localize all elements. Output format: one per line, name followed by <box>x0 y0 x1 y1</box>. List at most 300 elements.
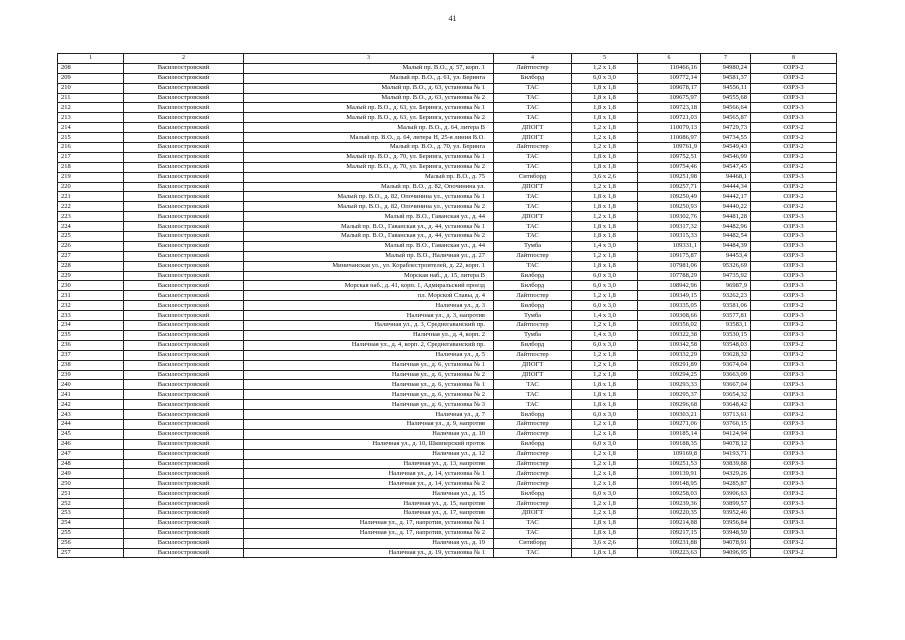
size-cell: 1,4 x 3,0 <box>572 241 638 251</box>
structure-type-cell: Ситиборд <box>494 172 572 182</box>
table-row <box>58 143 837 153</box>
row-number: 227 <box>58 251 124 261</box>
table-row <box>58 192 837 202</box>
address-cell: Малый пр. В.О., Гаванская ул., д. 44, установка № 1 <box>244 222 494 232</box>
column-header: 1 <box>58 54 124 64</box>
zone-cell: ОЗРЗ-3 <box>751 370 837 380</box>
row-number: 208 <box>58 63 124 73</box>
district-cell: Василеостровский <box>124 261 244 271</box>
y-coordinate-cell: 93663,09 <box>701 370 751 380</box>
x-coordinate-cell: 109169,8 <box>638 449 701 459</box>
size-cell: 1,8 x 1,8 <box>572 103 638 113</box>
row-number: 215 <box>58 133 124 143</box>
row-number: 243 <box>58 410 124 420</box>
zone-cell: ОЗРЗ-2 <box>751 410 837 420</box>
x-coordinate-cell: 109175,87 <box>638 251 701 261</box>
structure-type-cell: ТАС <box>494 518 572 528</box>
zone-cell: ОЗРЗ-3 <box>751 518 837 528</box>
structure-type-cell: Билборд <box>494 73 572 83</box>
address-cell: Малый пр. В.О., д. 82, Опочинина ул., установка № 2 <box>244 202 494 212</box>
size-cell: 1,2 x 1,8 <box>572 182 638 192</box>
structure-type-cell: Лайтпостер <box>494 143 572 153</box>
zone-cell: ОЗРЗ-3 <box>751 222 837 232</box>
row-number: 240 <box>58 380 124 390</box>
zone-cell: ОЗРЗ-3 <box>751 459 837 469</box>
zone-cell: ОЗРЗ-3 <box>751 281 837 291</box>
table-row <box>58 162 837 172</box>
zone-cell: ОЗРЗ-3 <box>751 241 837 251</box>
y-coordinate-cell: 94565,87 <box>701 113 751 123</box>
y-coordinate-cell: 94566,64 <box>701 103 751 113</box>
zone-cell: ОЗРЗ-2 <box>751 321 837 331</box>
zone-cell: ОЗРЗ-2 <box>751 301 837 311</box>
size-cell: 1,2 x 1,8 <box>572 469 638 479</box>
y-coordinate-cell: 94453,4 <box>701 251 751 261</box>
column-header: 4 <box>494 54 572 64</box>
structure-type-cell: Лайтпостер <box>494 291 572 301</box>
table-row <box>58 499 837 509</box>
structure-type-cell: Лайтпостер <box>494 429 572 439</box>
size-cell: 1,2 x 1,8 <box>572 212 638 222</box>
size-cell: 1,2 x 1,8 <box>572 419 638 429</box>
zone-cell: ОЗРЗ-3 <box>751 113 837 123</box>
size-cell: 1,8 x 1,8 <box>572 83 638 93</box>
zone-cell: ОЗРЗ-2 <box>751 202 837 212</box>
district-cell: Василеостровский <box>124 212 244 222</box>
address-cell: Наличная ул., д. 10 <box>244 429 494 439</box>
x-coordinate-cell: 109293,33 <box>638 380 701 390</box>
size-cell: 1,2 x 1,8 <box>572 251 638 261</box>
y-coordinate-cell: 94096,95 <box>701 548 751 558</box>
row-number: 235 <box>58 330 124 340</box>
address-cell: Наличная ул., д. 6, установка № 2 <box>244 370 494 380</box>
address-cell: Малый пр. В.О., Гаванская ул., д. 44, установка № 2 <box>244 232 494 242</box>
structure-type-cell: ТАС <box>494 103 572 113</box>
x-coordinate-cell: 109322,38 <box>638 330 701 340</box>
x-coordinate-cell: 109335,05 <box>638 301 701 311</box>
row-number: 250 <box>58 479 124 489</box>
table-row <box>58 528 837 538</box>
row-number: 254 <box>58 518 124 528</box>
table-row <box>58 429 837 439</box>
address-cell: Малый пр. В.О., Гаванская ул., д. 44 <box>244 212 494 222</box>
address-cell: Малый пр. В.О., д. 63, установка № 1 <box>244 83 494 93</box>
structure-type-cell: ТАС <box>494 400 572 410</box>
district-cell: Василеостровский <box>124 321 244 331</box>
district-cell: Василеостровский <box>124 370 244 380</box>
row-number: 228 <box>58 261 124 271</box>
structure-type-cell: Тумба <box>494 330 572 340</box>
address-cell: Наличная ул., д. 6, установка № 1 <box>244 360 494 370</box>
district-cell: Василеостровский <box>124 133 244 143</box>
table-row <box>58 271 837 281</box>
zone-cell: ОЗРЗ-2 <box>751 548 837 558</box>
table-row <box>58 301 837 311</box>
x-coordinate-cell: 110079,13 <box>638 123 701 133</box>
table-row <box>58 93 837 103</box>
zone-cell: ОЗРЗ-2 <box>751 133 837 143</box>
zone-cell: ОЗРЗ-3 <box>751 499 837 509</box>
district-cell: Василеостровский <box>124 410 244 420</box>
structure-type-cell: ТАС <box>494 222 572 232</box>
y-coordinate-cell: 95326,69 <box>701 261 751 271</box>
column-header: 6 <box>638 54 701 64</box>
structure-type-cell: Билборд <box>494 489 572 499</box>
zone-cell: ОЗРЗ-2 <box>751 350 837 360</box>
y-coordinate-cell: 94329,26 <box>701 469 751 479</box>
zone-cell: ОЗРЗ-2 <box>751 63 837 73</box>
x-coordinate-cell: 110086,97 <box>638 133 701 143</box>
zone-cell: ОЗРЗ-2 <box>751 538 837 548</box>
y-coordinate-cell: 93654,32 <box>701 390 751 400</box>
size-cell: 1,2 x 1,8 <box>572 479 638 489</box>
table-row <box>58 508 837 518</box>
district-cell: Василеостровский <box>124 449 244 459</box>
structure-type-cell: ДПОГТ <box>494 360 572 370</box>
size-cell: 1,2 x 1,8 <box>572 63 638 73</box>
address-cell: Наличная ул., д. 17, напротив <box>244 508 494 518</box>
column-header: 8 <box>751 54 837 64</box>
district-cell: Василеостровский <box>124 311 244 321</box>
y-coordinate-cell: 93648,42 <box>701 400 751 410</box>
row-number: 256 <box>58 538 124 548</box>
size-cell: 6,0 x 3,0 <box>572 340 638 350</box>
address-cell: Малый пр. В.О., д. 70, ул. Беринга, установка № 1 <box>244 152 494 162</box>
address-cell: Малый пр. В.О., д. 75 <box>244 172 494 182</box>
address-cell: Наличная ул., д. 17, напротив, установка № 1 <box>244 518 494 528</box>
district-cell: Василеостровский <box>124 538 244 548</box>
structure-type-cell: ТАС <box>494 390 572 400</box>
row-number: 219 <box>58 172 124 182</box>
zone-cell: ОЗРЗ-3 <box>751 103 837 113</box>
row-number: 213 <box>58 113 124 123</box>
row-number: 247 <box>58 449 124 459</box>
row-number: 224 <box>58 222 124 232</box>
size-cell: 6,0 x 3,0 <box>572 489 638 499</box>
address-cell: Малый пр. В.О., д. 63, установка № 2 <box>244 93 494 103</box>
x-coordinate-cell: 109754,46 <box>638 162 701 172</box>
row-number: 248 <box>58 459 124 469</box>
district-cell: Василеостровский <box>124 182 244 192</box>
table-row <box>58 548 837 558</box>
row-number: 238 <box>58 360 124 370</box>
structure-type-cell: ДПОГТ <box>494 212 572 222</box>
size-cell: 6,0 x 3,0 <box>572 281 638 291</box>
size-cell: 1,8 x 1,8 <box>572 261 638 271</box>
structure-type-cell: Лайтпостер <box>494 459 572 469</box>
district-cell: Василеостровский <box>124 528 244 538</box>
x-coordinate-cell: 109317,32 <box>638 222 701 232</box>
y-coordinate-cell: 93906,63 <box>701 489 751 499</box>
row-number: 251 <box>58 489 124 499</box>
row-number: 212 <box>58 103 124 113</box>
zone-cell: ОЗРЗ-3 <box>751 172 837 182</box>
table-row <box>58 152 837 162</box>
zone-cell: ОЗРЗ-3 <box>751 390 837 400</box>
x-coordinate-cell: 109356,02 <box>638 321 701 331</box>
table-row <box>58 123 837 133</box>
y-coordinate-cell: 93548,03 <box>701 340 751 350</box>
size-cell: 1,2 x 1,8 <box>572 499 638 509</box>
zone-cell: ОЗРЗ-3 <box>751 311 837 321</box>
x-coordinate-cell: 109217,15 <box>638 528 701 538</box>
x-coordinate-cell: 109296,68 <box>638 400 701 410</box>
structure-type-cell: ТАС <box>494 380 572 390</box>
structure-type-cell: ТАС <box>494 113 572 123</box>
zone-cell: ОЗРЗ-3 <box>751 360 837 370</box>
address-cell: Морская наб., д. 41, корп. 1, Адмиральский проезд <box>244 281 494 291</box>
x-coordinate-cell: 109721,03 <box>638 113 701 123</box>
address-cell: пл. Морской Славы, д. 4 <box>244 291 494 301</box>
address-cell: Малый пр. В.О., д. 57, корп. 1 <box>244 63 494 73</box>
structure-type-cell: Тумба <box>494 241 572 251</box>
address-cell: Малый пр. В.О., д. 63, ул. Беринга, установка № 1 <box>244 103 494 113</box>
structure-type-cell: Билборд <box>494 439 572 449</box>
address-cell: Наличная ул., д. 12 <box>244 449 494 459</box>
row-number: 236 <box>58 340 124 350</box>
y-coordinate-cell: 94547,45 <box>701 162 751 172</box>
address-cell: Наличная ул., д. 14, установка № 2 <box>244 479 494 489</box>
structure-type-cell: ТАС <box>494 83 572 93</box>
row-number: 257 <box>58 548 124 558</box>
district-cell: Василеостровский <box>124 192 244 202</box>
district-cell: Василеостровский <box>124 281 244 291</box>
row-number: 217 <box>58 152 124 162</box>
x-coordinate-cell: 110466,16 <box>638 63 701 73</box>
district-cell: Василеостровский <box>124 419 244 429</box>
table-header-row <box>58 54 837 64</box>
table-row <box>58 340 837 350</box>
zone-cell: ОЗРЗ-3 <box>751 291 837 301</box>
size-cell: 1,4 x 3,0 <box>572 311 638 321</box>
size-cell: 3,6 x 2,6 <box>572 172 638 182</box>
table-row <box>58 410 837 420</box>
table-row <box>58 419 837 429</box>
address-cell: Малый пр. В.О., д. 63, ул. Беринга, установка № 2 <box>244 113 494 123</box>
y-coordinate-cell: 93628,32 <box>701 350 751 360</box>
zone-cell: ОЗРЗ-2 <box>751 73 837 83</box>
structure-type-cell: ТАС <box>494 152 572 162</box>
zone-cell: ОЗРЗ-3 <box>751 93 837 103</box>
table-row <box>58 449 837 459</box>
table-row <box>58 182 837 192</box>
row-number: 221 <box>58 192 124 202</box>
size-cell: 1,2 x 1,8 <box>572 429 638 439</box>
size-cell: 1,8 x 1,8 <box>572 232 638 242</box>
x-coordinate-cell: 109308,66 <box>638 311 701 321</box>
address-cell: Наличная ул., д. 3, Среднегаванский пр. <box>244 321 494 331</box>
size-cell: 1,8 x 1,8 <box>572 518 638 528</box>
column-header: 3 <box>244 54 494 64</box>
zone-cell: ОЗРЗ-3 <box>751 232 837 242</box>
size-cell: 1,2 x 1,8 <box>572 370 638 380</box>
y-coordinate-cell: 94549,43 <box>701 143 751 153</box>
size-cell: 3,6 x 2,6 <box>572 538 638 548</box>
y-coordinate-cell: 94440,22 <box>701 202 751 212</box>
zone-cell: ОЗРЗ-3 <box>751 380 837 390</box>
district-cell: Василеостровский <box>124 340 244 350</box>
size-cell: 1,2 x 1,8 <box>572 123 638 133</box>
district-cell: Василеостровский <box>124 301 244 311</box>
zone-cell: ОЗРЗ-3 <box>751 330 837 340</box>
size-cell: 1,8 x 1,8 <box>572 400 638 410</box>
x-coordinate-cell: 109291,89 <box>638 360 701 370</box>
x-coordinate-cell: 109257,71 <box>638 182 701 192</box>
x-coordinate-cell: 109231,88 <box>638 538 701 548</box>
district-cell: Василеостровский <box>124 360 244 370</box>
row-number: 222 <box>58 202 124 212</box>
address-cell: Наличная ул., д. 13, напротив <box>244 459 494 469</box>
structure-type-cell: ТАС <box>494 528 572 538</box>
district-cell: Василеостровский <box>124 439 244 449</box>
district-cell: Василеостровский <box>124 202 244 212</box>
row-number: 233 <box>58 311 124 321</box>
x-coordinate-cell: 109251,53 <box>638 459 701 469</box>
row-number: 237 <box>58 350 124 360</box>
structure-type-cell: ТАС <box>494 548 572 558</box>
address-cell: Малый пр. В.О., д. 70, ул. Беринга, установка № 2 <box>244 162 494 172</box>
row-number: 232 <box>58 301 124 311</box>
structure-type-cell: ТАС <box>494 261 572 271</box>
address-cell: Малый пр. В.О., д. 82, Опочинина ул., установка № 1 <box>244 192 494 202</box>
x-coordinate-cell: 109251,98 <box>638 172 701 182</box>
address-cell: Наличная ул., д. 6, установка № 2 <box>244 390 494 400</box>
structure-type-cell: Тумба <box>494 311 572 321</box>
district-cell: Василеостровский <box>124 93 244 103</box>
address-cell: Морская наб., д. 15, литера В <box>244 271 494 281</box>
y-coordinate-cell: 94484,39 <box>701 241 751 251</box>
address-cell: Наличная ул., д. 9, напротив <box>244 419 494 429</box>
address-cell: Наличная ул., д. 17, напротив, установка № 2 <box>244 528 494 538</box>
column-header: 2 <box>124 54 244 64</box>
address-cell: Наличная ул., д. 3 <box>244 301 494 311</box>
x-coordinate-cell: 109315,33 <box>638 232 701 242</box>
zone-cell: ОЗРЗ-3 <box>751 508 837 518</box>
row-number: 234 <box>58 321 124 331</box>
size-cell: 1,8 x 1,8 <box>572 528 638 538</box>
y-coordinate-cell: 94546,99 <box>701 152 751 162</box>
structure-type-cell: ДПОГТ <box>494 508 572 518</box>
y-coordinate-cell: 94444,34 <box>701 182 751 192</box>
size-cell: 1,8 x 1,8 <box>572 548 638 558</box>
district-cell: Василеостровский <box>124 330 244 340</box>
x-coordinate-cell: 109678,17 <box>638 83 701 93</box>
y-coordinate-cell: 94078,91 <box>701 538 751 548</box>
zone-cell: ОЗРЗ-2 <box>751 123 837 133</box>
x-coordinate-cell: 109220,35 <box>638 508 701 518</box>
zone-cell: ОЗРЗ-2 <box>751 162 837 172</box>
size-cell: 1,8 x 1,8 <box>572 222 638 232</box>
table-row <box>58 222 837 232</box>
address-cell: Наличная ул., д. 19 <box>244 538 494 548</box>
row-number: 218 <box>58 162 124 172</box>
address-cell: Малый пр. В.О., Наличная ул., д. 27 <box>244 251 494 261</box>
address-cell: Малый пр. В.О., д. 61, ул. Беринга <box>244 73 494 83</box>
x-coordinate-cell: 109258,03 <box>638 489 701 499</box>
district-cell: Василеостровский <box>124 123 244 133</box>
address-cell: Наличная ул., д. 10, Шкиперский проток <box>244 439 494 449</box>
size-cell: 1,8 x 1,8 <box>572 152 638 162</box>
district-cell: Василеостровский <box>124 350 244 360</box>
table-row <box>58 400 837 410</box>
size-cell: 6,0 x 3,0 <box>572 73 638 83</box>
row-number: 231 <box>58 291 124 301</box>
table-row <box>58 390 837 400</box>
x-coordinate-cell: 109772,14 <box>638 73 701 83</box>
row-number: 242 <box>58 400 124 410</box>
size-cell: 1,2 x 1,8 <box>572 291 638 301</box>
row-number: 210 <box>58 83 124 93</box>
district-cell: Василеостровский <box>124 63 244 73</box>
y-coordinate-cell: 94482,96 <box>701 222 751 232</box>
district-cell: Василеостровский <box>124 291 244 301</box>
structure-type-cell: Билборд <box>494 410 572 420</box>
structure-type-cell: ТАС <box>494 202 572 212</box>
table-row <box>58 251 837 261</box>
district-cell: Василеостровский <box>124 73 244 83</box>
district-cell: Василеостровский <box>124 479 244 489</box>
x-coordinate-cell: 109239,36 <box>638 499 701 509</box>
zone-cell: ОЗРЗ-3 <box>751 439 837 449</box>
district-cell: Василеостровский <box>124 162 244 172</box>
row-number: 230 <box>58 281 124 291</box>
x-coordinate-cell: 107981,06 <box>638 261 701 271</box>
zone-cell: ОЗРЗ-3 <box>751 212 837 222</box>
size-cell: 1,8 x 1,8 <box>572 162 638 172</box>
size-cell: 1,2 x 1,8 <box>572 449 638 459</box>
zone-cell: ОЗРЗ-3 <box>751 271 837 281</box>
address-cell: Малый пр. В.О., д. 64, литера В <box>244 123 494 133</box>
y-coordinate-cell: 93674,04 <box>701 360 751 370</box>
zone-cell: ОЗРЗ-3 <box>751 419 837 429</box>
zone-cell: ОЗРЗ-2 <box>751 192 837 202</box>
size-cell: 6,0 x 3,0 <box>572 410 638 420</box>
table-row <box>58 459 837 469</box>
district-cell: Василеостровский <box>124 232 244 242</box>
size-cell: 1,2 x 1,8 <box>572 459 638 469</box>
structure-type-cell: ДПОГТ <box>494 182 572 192</box>
y-coordinate-cell: 94078,12 <box>701 439 751 449</box>
x-coordinate-cell: 109271,06 <box>638 419 701 429</box>
table-row <box>58 291 837 301</box>
row-number: 255 <box>58 528 124 538</box>
column-header: 7 <box>701 54 751 64</box>
structure-type-cell: Билборд <box>494 281 572 291</box>
y-coordinate-cell: 94734,55 <box>701 133 751 143</box>
structure-type-cell: Лайтпостер <box>494 63 572 73</box>
y-coordinate-cell: 94481,28 <box>701 212 751 222</box>
address-cell: Наличная ул., д. 5 <box>244 350 494 360</box>
district-cell: Василеостровский <box>124 152 244 162</box>
structure-type-cell: Билборд <box>494 340 572 350</box>
size-cell: 1,8 x 1,8 <box>572 202 638 212</box>
x-coordinate-cell: 109250,93 <box>638 202 701 212</box>
row-number: 226 <box>58 241 124 251</box>
address-cell: Наличная ул., д. 14, установка № 1 <box>244 469 494 479</box>
zone-cell: ОЗРЗ-3 <box>751 261 837 271</box>
y-coordinate-cell: 94482,54 <box>701 232 751 242</box>
structure-type-cell: ТАС <box>494 93 572 103</box>
district-cell: Василеостровский <box>124 548 244 558</box>
address-cell: Малый пр. В.О., д. 70, ул. Беринга <box>244 143 494 153</box>
size-cell: 1,8 x 1,8 <box>572 93 638 103</box>
y-coordinate-cell: 93952,46 <box>701 508 751 518</box>
structure-type-cell: ТАС <box>494 232 572 242</box>
district-cell: Василеостровский <box>124 390 244 400</box>
row-number: 229 <box>58 271 124 281</box>
x-coordinate-cell: 109295,37 <box>638 390 701 400</box>
table-row <box>58 241 837 251</box>
